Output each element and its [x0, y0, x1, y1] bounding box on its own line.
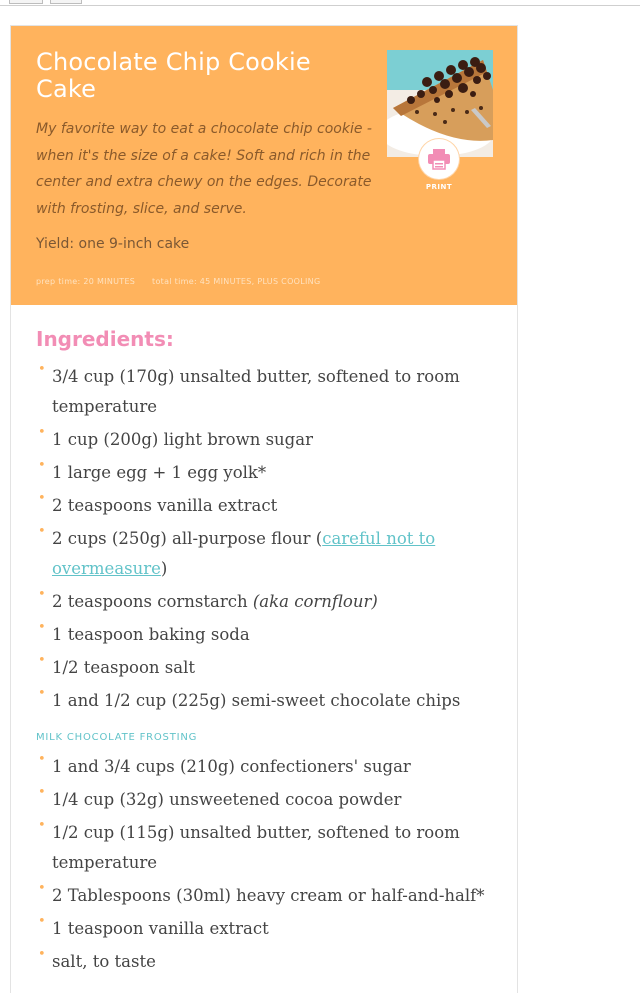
- frosting-heading: MILK CHOCOLATE FROSTING: [36, 732, 198, 743]
- ingredient-text: salt, to taste: [52, 952, 156, 971]
- ingredient-item: [36, 686, 496, 716]
- ingredient-item: [36, 752, 496, 782]
- bullet-icon: •: [38, 686, 46, 701]
- ingredient-item: [36, 914, 496, 944]
- bullet-icon: •: [38, 491, 46, 506]
- bullet-icon: •: [38, 881, 46, 896]
- bullet-icon: •: [38, 947, 46, 962]
- bullet-icon: •: [38, 362, 46, 377]
- ingredient-text: 1 large egg + 1 egg yolk*: [52, 463, 267, 482]
- ingredient-text: 1 cup (200g) light brown sugar: [52, 430, 313, 449]
- ingredient-text-close: ): [160, 559, 168, 578]
- ingredient-text: 2 teaspoons vanilla extract: [52, 496, 278, 515]
- ingredient-item: [36, 785, 496, 815]
- ingredient-item: [36, 947, 496, 977]
- ingredient-text: 1 and 3/4 cups (210g) confectioners' sugar: [52, 757, 411, 776]
- bullet-icon: •: [38, 914, 46, 929]
- ingredient-text: 2 teaspoons cornstarch: [52, 592, 253, 611]
- ingredient-text: 1/2 teaspoon salt: [52, 658, 196, 677]
- total-time: total time: 45 MINUTES, PLUS COOLING: [152, 277, 321, 286]
- ingredient-item: [36, 653, 496, 683]
- bullet-icon: •: [38, 785, 46, 800]
- ingredient-item: [36, 620, 496, 650]
- ingredient-text: 1/4 cup (32g) unsweetened cocoa powder: [52, 790, 402, 809]
- ingredient-text: 2 Tablespoons (30ml) heavy cream or half-and-half*: [52, 886, 485, 905]
- ingredients-heading: Ingredients:: [36, 327, 174, 351]
- recipe-times: [36, 277, 334, 286]
- ingredient-text: 1 teaspoon baking soda: [52, 625, 250, 644]
- ingredient-item: [36, 458, 496, 488]
- ingredient-text: 1 and 1/2 cup (225g) semi-sweet chocolate chips: [52, 691, 461, 710]
- prep-time: prep time: 20 MINUTES: [36, 277, 136, 286]
- overmeasure-link[interactable]: careful not to overmeasure: [52, 529, 436, 578]
- cornstarch-note: (aka cornflour): [252, 592, 378, 611]
- printer-icon: [427, 148, 451, 170]
- bullet-icon: •: [38, 653, 46, 668]
- browser-top-strip: [0, 0, 640, 6]
- bullet-icon: •: [38, 458, 46, 473]
- ingredient-item: [36, 425, 496, 455]
- ingredient-item: [36, 818, 496, 878]
- bullet-icon: •: [38, 818, 46, 833]
- print-button[interactable]: [419, 139, 459, 179]
- ingredient-item: [36, 491, 496, 521]
- print-label[interactable]: PRINT: [425, 183, 453, 191]
- bullet-icon: •: [38, 620, 46, 635]
- ingredient-text: 1 teaspoon vanilla extract: [52, 919, 269, 938]
- ingredient-text: 3/4 cup (170g) unsalted butter, softened to room temperature: [52, 367, 460, 416]
- bullet-icon: •: [38, 524, 46, 539]
- ingredient-item: [36, 362, 496, 422]
- ingredients-list: [36, 362, 496, 716]
- ingredient-item: [36, 524, 496, 584]
- recipe-yield: Yield: one 9-inch cake: [36, 236, 190, 252]
- recipe-card: [10, 25, 518, 993]
- recipe-title: Chocolate Chip Cookie Cake: [36, 48, 311, 103]
- bullet-icon: •: [38, 587, 46, 602]
- recipe-description: My favorite way to eat a chocolate chip cookie - when it's the size of a cake! Soft and rich in the center and extra chewy on the edges. Decorate with frosting, slice, and serve.: [36, 121, 372, 217]
- frosting-list: [36, 752, 496, 977]
- ingredient-text: 1/2 cup (115g) unsalted butter, softened to room temperature: [52, 823, 460, 872]
- ingredient-item: [36, 587, 496, 617]
- top-tab[interactable]: [9, 0, 43, 4]
- bullet-icon: •: [38, 752, 46, 767]
- ingredient-item: [36, 881, 496, 911]
- top-tab[interactable]: [50, 0, 82, 4]
- bullet-icon: •: [38, 425, 46, 440]
- ingredient-text: 2 cups (250g) all-purpose flour (: [52, 529, 323, 548]
- recipe-header: [11, 26, 517, 305]
